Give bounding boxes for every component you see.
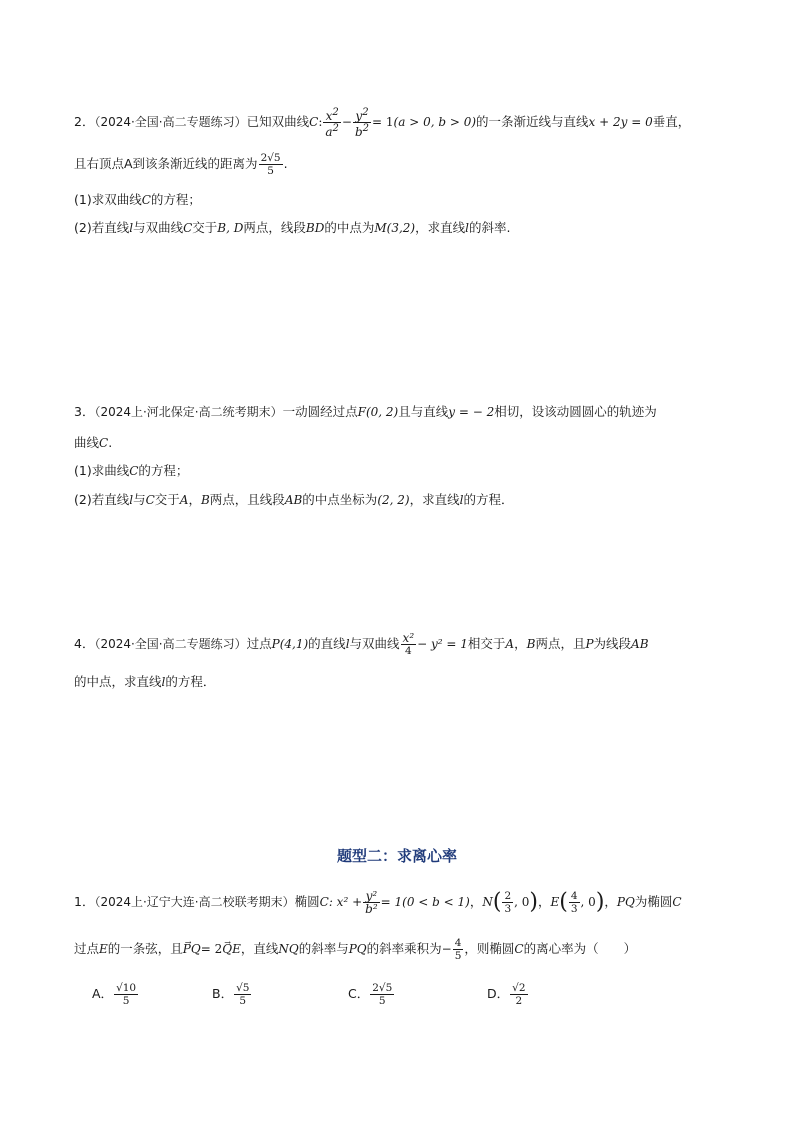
q5-ellipse-frac: $\frac{\text{y²}}{\text{b²}}$: [365, 889, 378, 916]
q5-source: （2024上·辽宁大连·高二校联考期末）: [94, 895, 295, 909]
q2-distance-frac: $\frac{2√5}{5}$: [260, 152, 281, 177]
option-c[interactable]: C． $\frac{2√5}{5}$: [348, 982, 393, 1007]
option-b[interactable]: B． $\frac{√5}{5}$: [212, 982, 250, 1007]
q2-text2: 的一条渐近线与直线: [476, 114, 589, 129]
q4-point-p: P(4,1): [271, 637, 309, 651]
q2-part1: (1)求双曲线C的方程；: [74, 192, 201, 207]
q2-curve-c: C: [309, 115, 319, 129]
q3-number: 3．: [74, 404, 95, 419]
q5-slope-frac: $\frac{4}{5}$: [454, 937, 462, 962]
q5-line2: 过点E的一条弦，且→ PQ= 2→ QE，直线NQ的斜率与PQ的斜率乘积为− $\frac{4}{5}$ ，则椭圆C的离心率为（ ）: [74, 937, 636, 962]
q2-eq-rhs: = 1: [372, 115, 394, 129]
q3-part1: (1)求曲线C的方程；: [74, 463, 189, 478]
q4-number: 4．: [74, 636, 95, 651]
q5-point-n: N: [482, 895, 493, 909]
q2-line2-text: 且右顶点A到该条渐近线的距离为: [74, 156, 258, 171]
q2-part2: (2)若直线l与双曲线C交于B, D两点，线段BD的中点为M(3,2)，求直线l的斜率.: [74, 220, 511, 235]
q5-vector-qe: → QE: [222, 942, 241, 956]
q2-text3: 垂直，: [652, 114, 691, 129]
q5-point-e: E: [550, 895, 560, 909]
q2-condition: (a > 0, b > 0): [393, 115, 477, 129]
q4-source: （2024·全国·高二专题练习）: [94, 637, 247, 651]
q2-line1: [74, 107, 690, 138]
section-heading: 题型二：求离心率: [336, 847, 457, 865]
q5-line1: 1．（2024上·辽宁大连·高二校联考期末）椭圆C: x² + $\frac{\text{y²}}{\text{b²}}$ = 1(0 < b < 1)，N( $\frac{2}{3}$ , 0)，E( $\frac{4}{3}$ , 0)，PQ为椭圆C: [74, 889, 682, 916]
q3-line2: 曲线C.: [74, 435, 113, 450]
q2-number: 2．: [74, 114, 95, 129]
q2-line-equation: x + 2y = 0: [588, 115, 653, 129]
q2-minus: −: [341, 115, 352, 129]
q3-point-f: F(0, 2): [357, 405, 399, 419]
q4-hyperbola-frac: $\frac{\text{x²}}{4}$: [402, 631, 415, 657]
q5-n-frac: $\frac{2}{3}$: [504, 890, 512, 915]
q3-source: （2024上·河北保定·高二统考期末）: [94, 405, 283, 419]
q2-line2: 且右顶点A到该条渐近线的距离为 $\frac{2√5}{5}$ .: [74, 152, 288, 177]
q2-source: （2024·全国·高二专题练习）: [94, 115, 247, 129]
option-a[interactable]: A． $\frac{√10}{5}$: [92, 982, 137, 1007]
q5-vector-pq: → PQ: [183, 942, 201, 956]
q5-e-frac: $\frac{4}{3}$: [570, 890, 578, 915]
q2-colon: :: [318, 115, 323, 129]
q3-part2: (2)若直线l与C交于A，B两点，且线段AB的中点坐标为(2, 2)，求直线l的方程．: [74, 492, 514, 507]
q4-line1: 4．（2024·全国·高二专题练习）过点P(4,1)的直线l与双曲线 $\frac{\text{x²}}{4}$ − y² = 1相交于A，B两点，且P为线段AB: [74, 631, 649, 657]
q2-frac-x: $\frac{x^2}{a^2}$: [325, 107, 339, 139]
q2-text1: 已知双曲线: [246, 114, 310, 129]
q2-frac-y: $\frac{y^2}{b^2}$: [354, 107, 370, 139]
q4-line2: 的中点，求直线l的方程．: [74, 674, 216, 689]
q5-number: 1．: [74, 894, 95, 909]
q3-line1: 3．（2024上·河北保定·高二统考期末）一动圆经过点F(0, 2)且与直线y = − 2相切，设该动圆圆心的轨迹为: [74, 404, 657, 419]
q3-directrix: y = − 2: [448, 405, 495, 419]
option-d[interactable]: D． $\frac{√2}{2}$: [487, 982, 526, 1007]
